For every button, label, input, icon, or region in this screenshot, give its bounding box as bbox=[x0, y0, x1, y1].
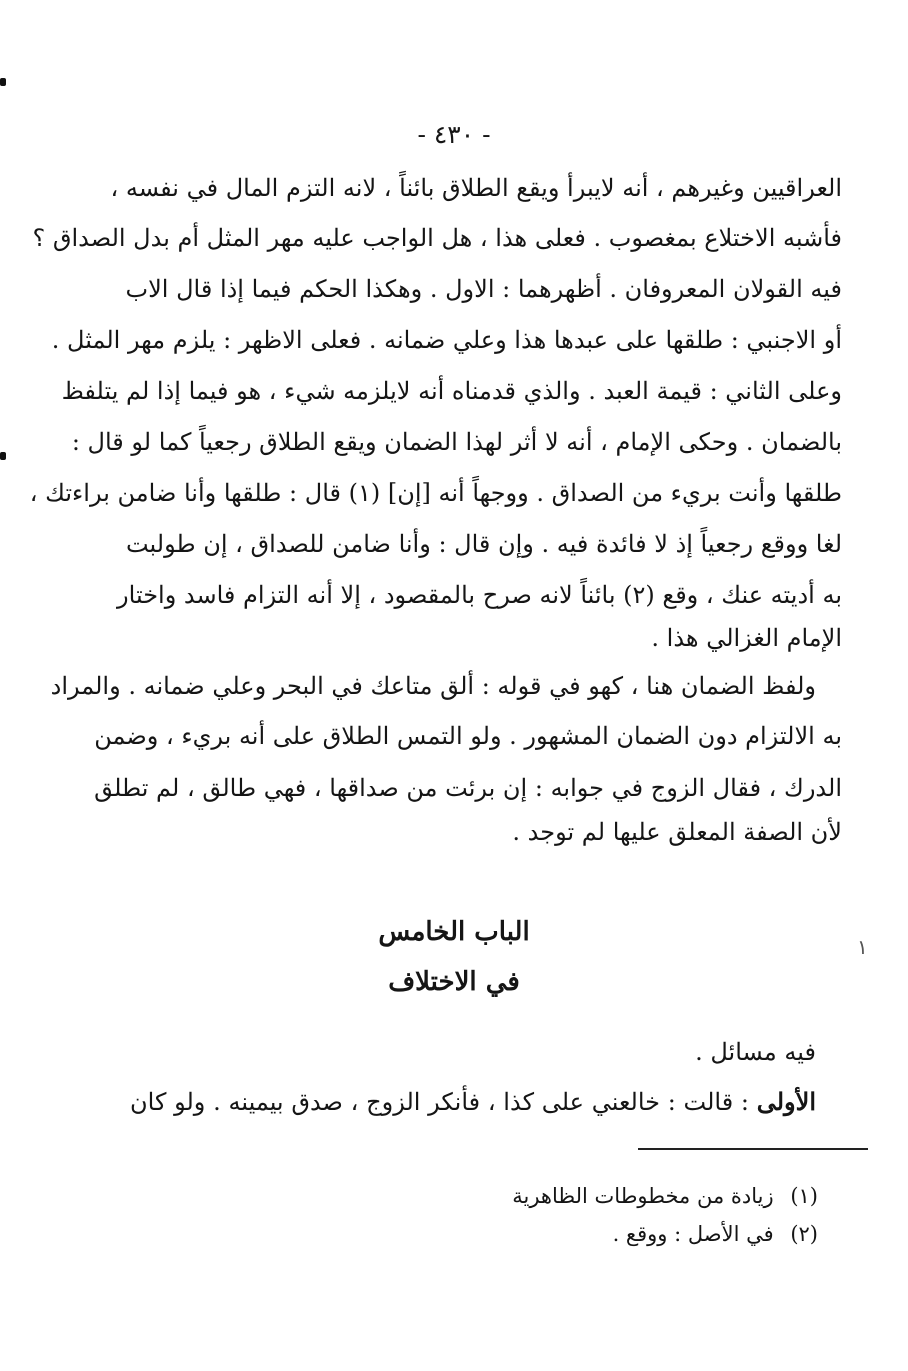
text-line: به الالتزام دون الضمان المشهور . ولو التمس الطلاق على أنه بريء ، وضمن bbox=[94, 722, 842, 750]
footnote bbox=[512, 1180, 818, 1212]
text-line: ولفظ الضمان هنا ، كهو في قوله : ألق متاعك في البحر وعلي ضمانه . والمراد bbox=[50, 672, 816, 700]
footnote-divider bbox=[638, 1148, 868, 1150]
text-line: لأن الصفة المعلق عليها لم توجد . bbox=[512, 818, 842, 846]
scan-edge-mark bbox=[0, 78, 6, 86]
footnote-text: زيادة من مخطوطات الظاهرية bbox=[512, 1184, 774, 1208]
text-line: به أديته عنك ، وقع (٢) بائناً لانه صرح بالمقصود ، إلا أنه التزام فاسد واختار bbox=[117, 581, 842, 609]
issue-label: الأولى bbox=[756, 1087, 816, 1116]
footnote-text: في الأصل : ووقع . bbox=[612, 1222, 774, 1246]
margin-mark: ١ bbox=[857, 935, 868, 959]
page-number: - ٤٣٠ - bbox=[417, 120, 491, 149]
footnote-number: (٢) bbox=[790, 1222, 818, 1246]
text-line: بالضمان . وحكى الإمام ، أنه لا أثر لهذا الضمان ويقع الطلاق رجعياً كما لو قال : bbox=[71, 428, 842, 456]
chapter-subtitle: في الاختلاف bbox=[388, 967, 520, 997]
footnote bbox=[613, 1218, 818, 1250]
text-line: فأشبه الاختلاع بمغصوب . فعلى هذا ، هل الواجب عليه مهر المثل أم بدل الصداق ؟ bbox=[32, 224, 842, 252]
issue-text: : قالت : خالعني على كذا ، فأنكر الزوج ، صدق بيمينه . ولو كان bbox=[130, 1088, 749, 1116]
chapter-title: الباب الخامس bbox=[378, 917, 530, 947]
text-line: لغا ووقع رجعياً إذ لا فائدة فيه . وإن قال : وأنا ضامن للصداق ، إن طولبت bbox=[125, 530, 842, 558]
text-line: طلقها وأنت بريء من الصداق . ووجهاً أنه [إن] (١) قال : طلقها وأنا ضامن براءتك ، bbox=[29, 479, 842, 507]
scan-edge-mark bbox=[0, 452, 6, 460]
first-issue-line bbox=[130, 1080, 816, 1124]
footnote-number: (١) bbox=[790, 1184, 818, 1208]
text-line: العراقيين وغيرهم ، أنه لايبرأ ويقع الطلاق بائناً ، لانه التزم المال في نفسه ، bbox=[110, 174, 842, 202]
text-line: وعلى الثاني : قيمة العبد . والذي قدمناه أنه لايلزمه شيء ، هو فيما إذا لم يتلفظ bbox=[61, 377, 842, 405]
text-line: فيه القولان المعروفان . أظهرهما : الاول . وهكذا الحكم فيما إذا قال الاب bbox=[125, 275, 842, 303]
text-line: الإمام الغزالي هذا . bbox=[651, 624, 842, 652]
text-line: أو الاجنبي : طلقها على عبدها هذا وعلي ضمانه . فعلى الاظهر : يلزم مهر المثل . bbox=[51, 326, 842, 354]
text-line: الدرك ، فقال الزوج في جوابه : إن برئت من صداقها ، فهي طالق ، لم تطلق bbox=[94, 774, 842, 802]
intro-line: فيه مسائل . bbox=[695, 1038, 816, 1066]
